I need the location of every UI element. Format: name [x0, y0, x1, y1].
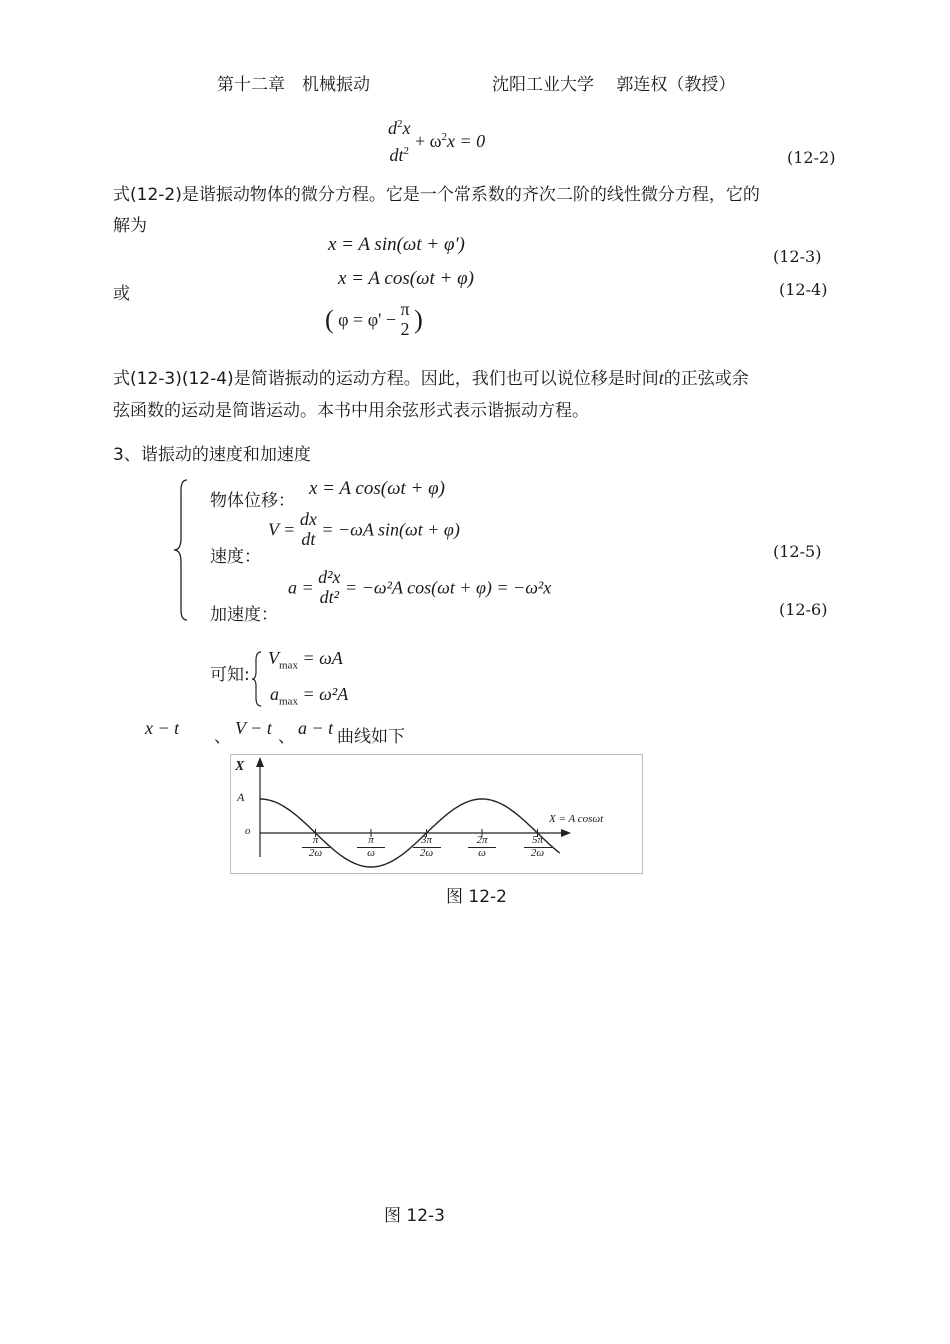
velocity-label: 速度： [210, 547, 261, 567]
amax-symbol: a [270, 684, 279, 704]
tick-label [413, 835, 441, 859]
eq2-d: d [388, 118, 397, 138]
curve-sep-1: 、 [214, 727, 231, 747]
phase-relation-left: φ = φ' − [338, 309, 396, 330]
amplitude-label: A [237, 790, 245, 804]
tick-label-den: 2ω [530, 846, 545, 859]
tick-label [357, 835, 385, 859]
tick-label-num: π [302, 835, 330, 848]
equation-number-12-3: (12-3) [773, 247, 822, 266]
phase-relation: ( φ = φ' − π 2 ) [325, 299, 423, 339]
equation-number-12-5: (12-5) [773, 542, 822, 561]
eq2-omega-sup: 2 [441, 131, 447, 144]
curve-at: a − t [298, 718, 334, 738]
paragraph-2-line-1a: 式(12-3)(12-4)是简谐振动的运动方程。因此，我们也可以说位移是时间 [113, 369, 659, 389]
x-axis-arrow [561, 829, 571, 837]
known-brace [250, 650, 264, 708]
amax-sub: max [279, 695, 298, 708]
equation-number-12-2: (12-2) [787, 148, 836, 167]
paragraph-2-line-2: 弦函数的运动是简谐运动。本书中用余弦形式表示谐振动方程。 [113, 401, 589, 421]
phase-relation-den: 2 [400, 318, 410, 339]
known-label: 可知: [210, 665, 250, 685]
paragraph-1-line-2: 解为 [113, 216, 147, 236]
curve-tail: 曲线如下 [337, 727, 405, 747]
figure-12-3-caption: 图 12-3 [384, 1206, 445, 1226]
tick-label-den: ω [367, 846, 375, 859]
velocity-lhs: V = [268, 519, 296, 540]
origin-label: o [245, 825, 251, 837]
tick-label-num: 5π [524, 835, 552, 848]
curve-xt: x − t [145, 718, 180, 738]
velocity-den: dt [301, 528, 316, 549]
equation-number-12-6: (12-6) [779, 600, 828, 619]
acceleration-label: 加速度： [210, 605, 278, 625]
tick-label-num: 2π [468, 835, 496, 848]
paragraph-2-t: t [658, 368, 664, 388]
y-axis-arrow [256, 757, 264, 767]
acceleration-den: dt² [319, 586, 340, 607]
curve-vt: V − t [235, 718, 272, 738]
tick-label-den: ω [478, 846, 486, 859]
acceleration-num: d²x [318, 567, 341, 587]
curve-equation-label: X = A cosωt [549, 813, 604, 825]
acceleration-rhs: = −ω²A cos(ωt + φ) = −ω²x [345, 577, 552, 598]
y-axis-label: X [235, 759, 245, 774]
vmax-equation [268, 648, 343, 672]
paragraph-2-line-1 [113, 364, 749, 389]
equation-12-3: x = A sin(ωt + φ') [328, 234, 465, 255]
header-author: 沈阳工业大学 郭连权（教授） [492, 75, 736, 95]
amax-equation [270, 684, 348, 708]
phase-relation-num: π [400, 299, 410, 319]
left-brace [172, 478, 192, 622]
equation-12-4: x = A cos(ωt + φ) [338, 268, 474, 289]
tick-label-den: 2ω [308, 846, 323, 859]
velocity-equation [268, 510, 460, 550]
displacement-label: 物体位移： [210, 491, 295, 511]
tick-label-num: π [357, 835, 385, 848]
amax-rhs: = ω²A [302, 684, 349, 704]
paragraph-1-line-1: 式(12-2)是谐振动物体的微分方程。它是一个常系数的齐次二阶的线性微分方程，它的 [113, 185, 760, 205]
equation-number-12-4: (12-4) [779, 280, 828, 299]
acceleration-equation [288, 568, 551, 608]
figure-12-2 [230, 754, 643, 874]
vmax-sub: max [279, 659, 298, 672]
eq2-x: x [402, 118, 411, 138]
eq2-num-sup: 2 [397, 118, 403, 130]
tick-label-den: 2ω [419, 846, 434, 859]
equation-12-2 [388, 118, 485, 166]
tick-label [302, 835, 330, 859]
eq2-plus-omega: + ω [415, 131, 442, 152]
acceleration-lhs: a = [288, 577, 314, 598]
eq2-tail: x = 0 [447, 131, 486, 152]
tick-label [524, 835, 552, 859]
or-word: 或 [113, 284, 130, 304]
paragraph-2-line-1b: 的正弦或余 [663, 369, 749, 389]
velocity-rhs: = −ωA sin(ωt + φ) [321, 519, 460, 540]
vmax-rhs: = ωA [302, 648, 343, 668]
header-chapter: 第十二章 机械振动 [217, 75, 370, 95]
curve-sep-2: 、 [278, 727, 295, 747]
vmax-symbol: V [268, 648, 279, 668]
eq2-den-sup: 2 [403, 144, 409, 157]
tick-label-num: 3π [413, 835, 441, 848]
velocity-num: dx [299, 509, 317, 529]
tick-label [468, 835, 496, 859]
displacement-equation: x = A cos(ωt + φ) [309, 478, 445, 499]
section-heading-3: 3、谐振动的速度和加速度 [113, 445, 311, 465]
figure-12-2-caption: 图 12-2 [446, 887, 507, 907]
eq2-dt: dt [389, 144, 404, 165]
